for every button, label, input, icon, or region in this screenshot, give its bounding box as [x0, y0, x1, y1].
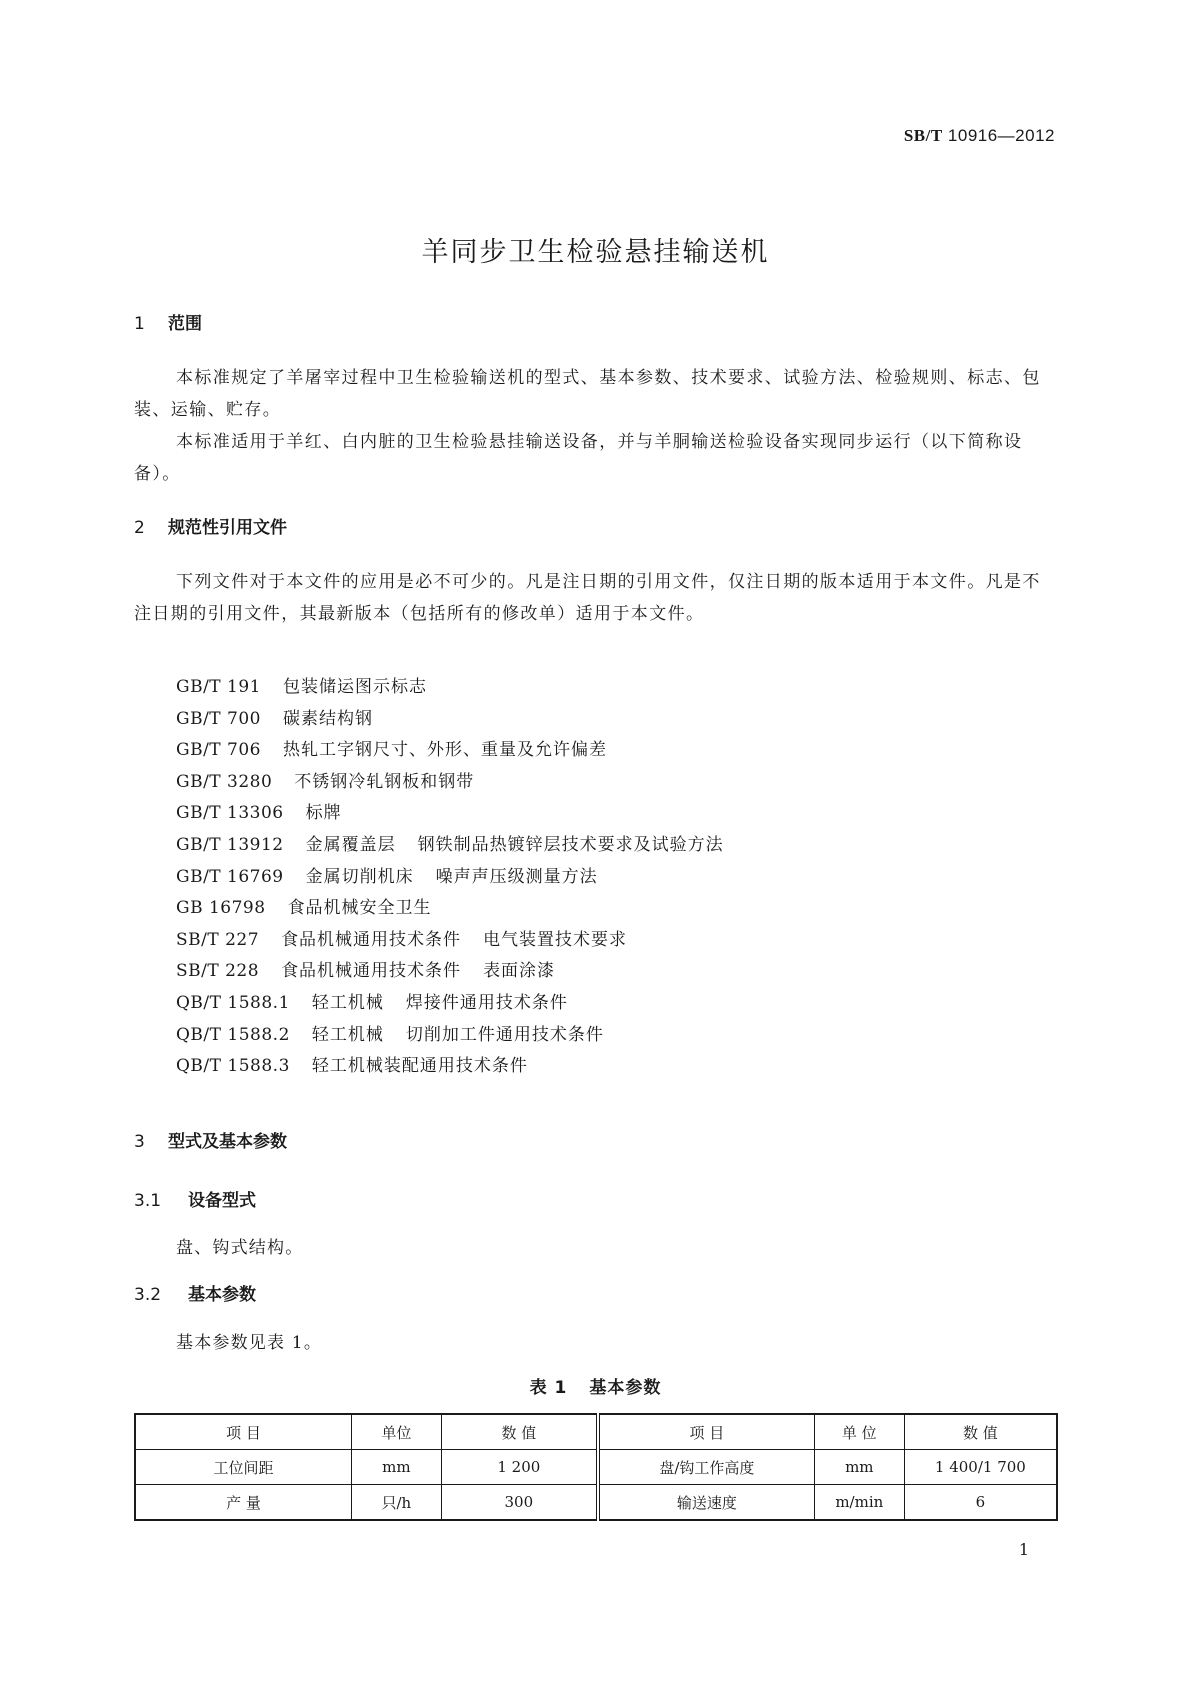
- reference-subtitle: 切削加工件通用技术条件: [405, 1024, 604, 1045]
- table-cell: 输送速度: [598, 1485, 814, 1521]
- reference-item: [176, 956, 724, 988]
- reference-title: 轻工机械装配通用技术条件: [311, 1056, 528, 1077]
- section-2-heading: [134, 513, 287, 538]
- section-number: 2: [134, 518, 145, 538]
- standard-code-number: 10916—2012: [947, 126, 1055, 145]
- table-cell: 300: [441, 1485, 598, 1521]
- reference-title: 金属覆盖层: [305, 834, 396, 855]
- reference-title: 金属切削机床: [305, 866, 414, 887]
- section-number: 3.1: [134, 1191, 162, 1211]
- table-cell: 工位间距: [135, 1450, 351, 1485]
- table-cell: 1 400/1 700: [904, 1450, 1057, 1485]
- reference-title: 包装储运图示标志: [283, 677, 427, 697]
- table-cell: 盘/钩工作高度: [598, 1450, 814, 1485]
- section-3-1-heading: [134, 1186, 256, 1211]
- reference-item: [176, 1020, 724, 1052]
- table-header-cell: 项 目: [135, 1414, 351, 1450]
- table-header-cell: 数 值: [441, 1414, 598, 1450]
- reference-title: 食品机械通用技术条件: [281, 929, 462, 950]
- reference-code: GB/T 3280: [176, 771, 273, 792]
- table-header-cell: 项 目: [598, 1414, 814, 1450]
- section-3-2-text: 基本参数见表 1。: [176, 1333, 323, 1353]
- table-row: [135, 1485, 1057, 1521]
- section-number: 3: [134, 1132, 145, 1152]
- section-number: 1: [134, 314, 145, 334]
- reference-code: GB/T 13306: [176, 803, 284, 824]
- reference-item: [176, 735, 724, 767]
- reference-item: [176, 798, 724, 830]
- reference-title: 食品机械通用技术条件: [281, 961, 462, 982]
- reference-code: QB/T 1588.3: [176, 1056, 290, 1077]
- reference-code: GB/T 700: [176, 708, 261, 729]
- reference-code: GB 16798: [176, 898, 266, 919]
- section-3-2-heading: [134, 1280, 256, 1305]
- table-header-cell: 单 位: [814, 1414, 904, 1450]
- reference-subtitle: 表面涂漆: [483, 961, 556, 982]
- reference-code: GB/T 706: [176, 740, 261, 761]
- reference-subtitle: 噪声声压级测量方法: [435, 866, 598, 887]
- reference-code: SB/T 227: [176, 929, 260, 950]
- section-3-1-text: 盘、钩式结构。: [176, 1238, 304, 1258]
- reference-title: 热轧工字钢尺寸、外形、重量及允许偏差: [283, 740, 607, 761]
- table-caption-title: 基本参数: [589, 1378, 662, 1398]
- reference-subtitle: 钢铁制品热镀锌层技术要求及试验方法: [417, 834, 724, 855]
- standard-code-prefix: SB/T: [903, 126, 943, 145]
- reference-item: [176, 767, 724, 799]
- table-cell: 只/h: [351, 1485, 441, 1521]
- table-cell: mm: [814, 1450, 904, 1485]
- reference-item: [176, 704, 724, 736]
- reference-subtitle: 焊接件通用技术条件: [405, 992, 568, 1013]
- section-1-heading: [134, 309, 202, 334]
- reference-title: 食品机械安全卫生: [287, 898, 432, 919]
- table-caption-number: 表 1: [529, 1378, 568, 1398]
- section-3-heading: [134, 1127, 287, 1152]
- section-title: 基本参数: [188, 1285, 256, 1305]
- section-number: 3.2: [134, 1285, 162, 1305]
- table-cell: 1 200: [441, 1450, 598, 1485]
- reference-item: [176, 1051, 724, 1083]
- reference-code: QB/T 1588.2: [176, 1024, 290, 1045]
- reference-item: [176, 830, 724, 862]
- normative-references-list: [176, 672, 724, 1083]
- reference-item: [176, 988, 724, 1020]
- reference-code: QB/T 1588.1: [176, 992, 290, 1013]
- reference-title: 碳素结构钢: [283, 708, 373, 729]
- table-row: [135, 1450, 1057, 1485]
- table-cell: 产 量: [135, 1485, 351, 1521]
- table-header-row: [135, 1414, 1057, 1450]
- table-cell: m/min: [814, 1485, 904, 1521]
- reference-title: 不锈钢冷轧钢板和钢带: [294, 771, 475, 792]
- section-title: 范围: [168, 314, 202, 334]
- document-title: 羊同步卫生检验悬挂输送机: [421, 237, 770, 268]
- standard-code: [904, 126, 1055, 146]
- section-title: 规范性引用文件: [168, 518, 287, 538]
- basic-parameters-table: [134, 1413, 1058, 1521]
- reference-item: [176, 862, 724, 894]
- reference-code: GB/T 13912: [176, 834, 284, 855]
- section-2-paragraph: 下列文件对于本文件的应用是必不可少的。凡是注日期的引用文件，仅注日期的版本适用于本文件。凡是不注日期的引用文件，其最新版本（包括所有的修改单）适用于本文件。: [134, 572, 1041, 624]
- table-header-cell: 数 值: [904, 1414, 1057, 1450]
- reference-code: SB/T 228: [176, 961, 260, 982]
- section-1-paragraph-2: 本标准适用于羊红、白内脏的卫生检验悬挂输送设备，并与羊胴输送检验设备实现同步运行（以下简称设备）。: [134, 432, 1023, 484]
- reference-title: 标牌: [305, 803, 342, 824]
- table-header-cell: 单位: [351, 1414, 441, 1450]
- reference-item: [176, 893, 724, 925]
- reference-code: GB/T 191: [176, 677, 261, 697]
- table-cell: 6: [904, 1485, 1057, 1521]
- reference-title: 轻工机械: [311, 992, 384, 1013]
- section-title: 设备型式: [188, 1191, 256, 1211]
- reference-item: [176, 925, 724, 957]
- table-cell: mm: [351, 1450, 441, 1485]
- reference-code: GB/T 16769: [176, 866, 284, 887]
- reference-item: [176, 672, 724, 704]
- reference-title: 轻工机械: [311, 1024, 384, 1045]
- table-caption: [0, 1373, 1191, 1398]
- reference-subtitle: 电气装置技术要求: [483, 929, 628, 950]
- page-number: 1: [1018, 1540, 1029, 1559]
- section-title: 型式及基本参数: [168, 1132, 287, 1152]
- section-1-paragraph-1: 本标准规定了羊屠宰过程中卫生检验输送机的型式、基本参数、技术要求、试验方法、检验规则、标志、包装、运输、贮存。: [134, 368, 1041, 420]
